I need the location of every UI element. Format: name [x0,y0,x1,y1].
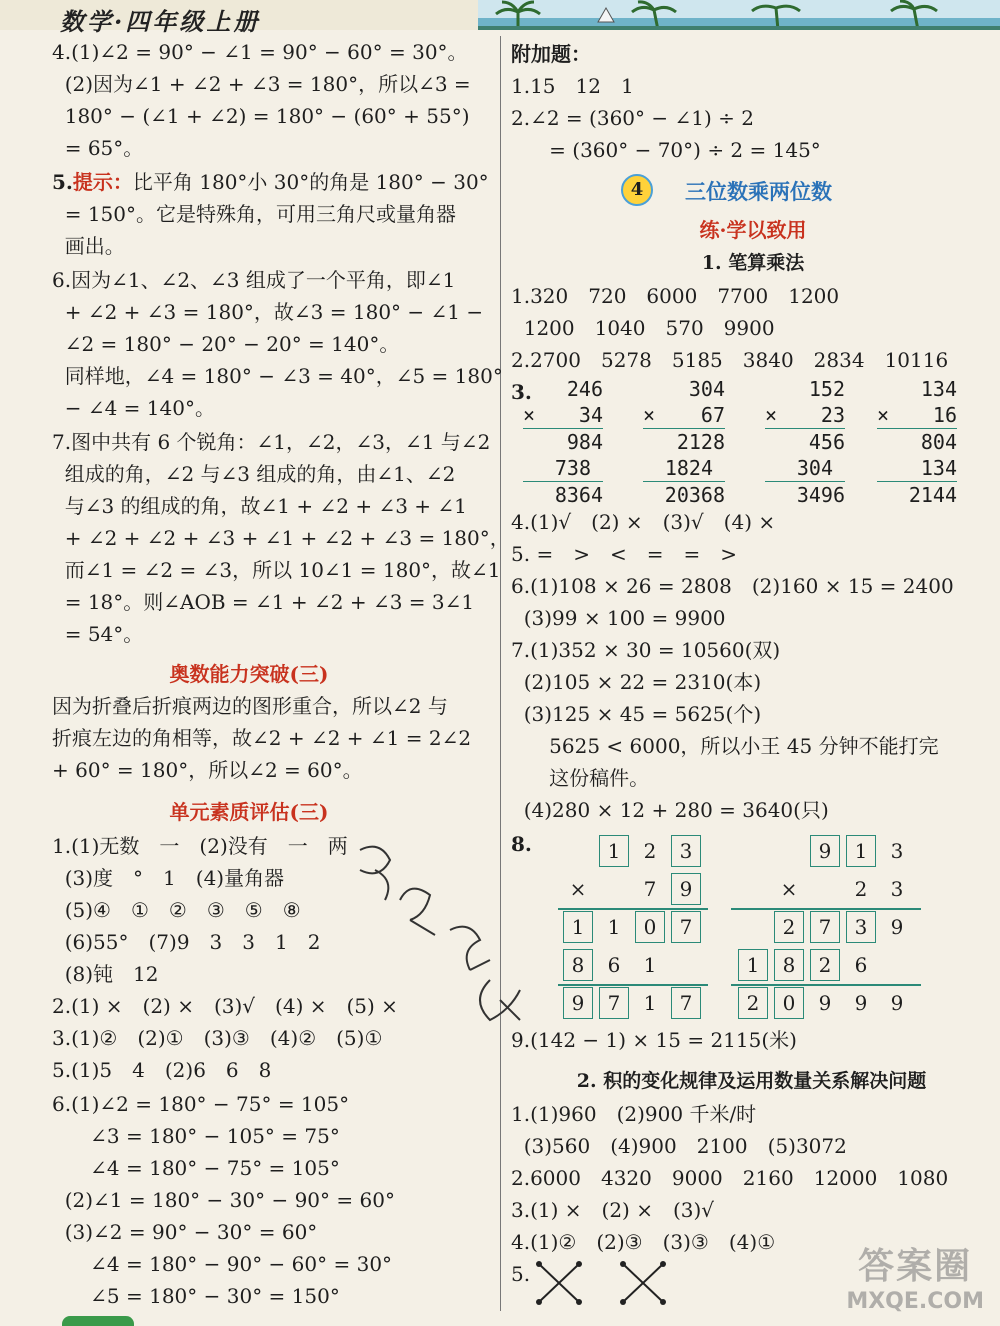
puzzle-digit: 3 [890,839,904,863]
watermark-url: MXQE.COM [846,1289,984,1314]
multiplier: 34 [578,403,603,427]
eval-1-6: (6)55° (7)9 3 3 1 2 [52,930,321,954]
puzzle-digit: 1 [643,953,657,977]
question-number: 5. [52,170,73,194]
puzzle-digit: 6 [854,953,868,977]
partial-product-1: 804 [920,430,957,454]
product: 20368 [664,483,725,507]
subsection-product-rules: 2. 积的变化规律及运用数量关系解决问题 [576,1070,927,1092]
matching-lines-diagram [533,1258,673,1308]
section-olympiad-title: 奥数能力突破(三) [169,662,329,686]
times-sign: × [765,403,778,427]
answer-7-cont5: = 18°。则∠AOB = ∠1 + ∠2 + ∠3 = 3∠1 [52,590,475,614]
p2-7-4: (4)280 × 12 + 280 = 3640(只) [511,798,829,822]
puzzle-digit: 8 [775,950,803,980]
multiplier: 67 [700,403,725,427]
answer-7: 7.图中共有 6 个锐角：∠1，∠2，∠3，∠1 与∠2 [52,430,491,454]
puzzle-digit: 9 [564,988,592,1018]
puzzle-digit: 9 [890,991,904,1015]
puzzle-digit: 2 [739,988,767,1018]
q8-label: 8. [511,832,532,856]
answer-5-text: 比平角 180°小 30°的角是 180° − 30° [132,170,489,194]
digit-puzzle-1 [558,836,738,1036]
answer-7-cont: 组成的角，∠2 与∠3 组成的角，由∠1、∠2 [52,462,456,486]
puzzle-digit: 3 [847,912,875,942]
section-unit-eval-title: 单元素质评估(三) [169,800,329,824]
eval-1-8: (8)钝 12 [52,962,159,986]
watermark [846,1238,984,1314]
partial-product-1: 456 [808,430,845,454]
puzzle-digit: 1 [643,991,657,1015]
header-title-band [0,0,490,36]
subsection-written-multiplication: 1. 笔算乘法 [701,252,805,274]
handwritten-scribble [340,830,540,1040]
puzzle-digit: 1 [600,836,628,866]
eval-6-1: 6.(1)∠2 = 180° − 75° = 105° [52,1092,350,1116]
puzzle-digit: 7 [672,912,700,942]
digit-puzzle-2 [731,836,931,1036]
p3-1-3: (3)560 (4)900 2100 (5)3072 [511,1134,847,1158]
answer-4-2-result: = 65°。 [52,136,144,160]
eval-6-3c: ∠5 = 180° − 30° = 150° [52,1284,340,1308]
p1-2: 2.2700 5278 5185 3840 2834 10116 [511,348,949,372]
eval-6-1c: ∠4 = 180° − 75° = 105° [52,1156,340,1180]
puzzle-digit: 8 [564,950,592,980]
p2-7-3-note: 5625 < 6000，所以小王 45 分钟不能打完 [511,734,939,758]
multiplier: 23 [820,403,845,427]
eval-1: 1.(1)无数 一 (2)没有 一 两 [52,834,348,858]
p2-4: 4.(1)√ (2) × (3)√ (4) × [511,510,776,534]
extra-questions-title: 附加题： [511,42,591,66]
vertical-multiplication-1 [523,376,603,508]
partial-product-1: 2128 [676,430,725,454]
puzzle-digit: 9 [818,991,832,1015]
p2-7-1: 7.(1)352 × 30 = 10560(双) [511,638,781,662]
p3-3: 3.(1) × (2) × (3)√ [511,1198,715,1222]
p2-6-3: (3)99 × 100 = 9900 [511,606,726,630]
times-sign: × [877,403,890,427]
practice-title: 练·学以致用 [699,218,807,242]
answer-7-cont4: 而∠1 = ∠2 = ∠3，所以 10∠1 = 180°，故∠1 [52,558,501,582]
q3-label: 3. [511,380,532,404]
olympiad-line-2: 折痕左边的角相等，故∠2 + ∠2 + ∠1 = 2∠2 [52,726,472,750]
p1-1-cont: 1200 1040 570 9900 [511,316,775,340]
unit-number-badge: 4 [621,174,653,206]
puzzle-times-sign: × [780,877,798,901]
footer-tab [62,1316,134,1326]
product: 3496 [796,483,845,507]
puzzle-digit: 7 [672,988,700,1018]
answer-6-cont: + ∠2 + ∠3 = 180°，故∠3 = 180° − ∠1 − [52,300,484,324]
eval-6-1b: ∠3 = 180° − 105° = 75° [52,1124,340,1148]
puzzle-times-sign: × [569,877,587,901]
puzzle-digit: 1 [847,836,875,866]
puzzle-digit: 9 [890,915,904,939]
vertical-multiplication-3 [765,376,845,508]
extra-2: 2.∠2 = (360° − ∠1) ÷ 2 [511,106,754,130]
multiplicand: 152 [808,377,845,401]
puzzle-digit: 3 [890,877,904,901]
p2-5: 5. = > < = = > [511,542,737,566]
olympiad-line-3: + 60° = 180°，所以∠2 = 60°。 [52,758,363,782]
eval-3: 3.(1)② (2)① (3)③ (4)② (5)① [52,1026,383,1050]
column-divider [500,36,501,1311]
puzzle-digit: 2 [643,839,657,863]
unit-title: 三位数乘两位数 [685,179,832,204]
eval-1-5: (5)④ ① ② ③ ⑤ ⑧ [52,898,301,922]
times-sign: × [523,403,536,427]
answer-6: 6.因为∠1、∠2、∠3 组成了一个平角，即∠1 [52,268,456,292]
eval-5: 5.(1)5 4 (2)6 6 8 [52,1058,272,1082]
partial-product-2: 134 [877,455,957,482]
p2-6: 6.(1)108 × 26 = 2808 (2)160 × 15 = 2400 [511,574,954,598]
eval-2: 2.(1) × (2) × (3)√ (4) × (5) × [52,994,398,1018]
puzzle-digit: 0 [775,988,803,1018]
puzzle-digit: 2 [854,877,868,901]
answer-7-cont3: + ∠2 + ∠2 + ∠3 + ∠1 + ∠2 + ∠3 = 180°， [52,526,510,550]
eval-6-3b: ∠4 = 180° − 90° − 60° = 30° [52,1252,393,1276]
answer-6-end: − ∠4 = 140°。 [52,396,215,420]
hint-label: 提示： [72,170,133,194]
multiplicand: 134 [920,377,957,401]
puzzle-digit: 0 [636,912,664,942]
eval-6-2: (2)∠1 = 180° − 30° − 90° = 60° [52,1188,395,1212]
watermark-text: 答案圈 [858,1246,973,1287]
p3-1: 1.(1)960 (2)900 千米/时 [511,1102,757,1126]
answer-5-end: 画出。 [52,234,125,258]
multiplier-row [765,402,845,429]
answer-6-cont3: 同样地，∠4 = 180° − ∠3 = 40°，∠5 = 180° [52,364,503,388]
p2-7-3: (3)125 × 45 = 5625(个) [511,702,762,726]
answer-7-cont2: 与∠3 的组成的角，故∠1 + ∠2 + ∠3 + ∠1 [52,494,467,518]
partial-product-2: 304 [765,455,845,482]
answer-6-cont2: ∠2 = 180° − 20° − 20° = 140°。 [52,332,400,356]
puzzle-digit: 6 [607,953,621,977]
puzzle-digit: 2 [775,912,803,942]
answer-4-1: 4.(1)∠2 = 90° − ∠1 = 90° − 60° = 30°。 [52,40,468,64]
p1-1: 1.320 720 6000 7700 1200 [511,284,840,308]
puzzle-rule [731,984,921,986]
puzzle-digit: 9 [811,836,839,866]
header-beach-illustration [478,0,1000,30]
product: 2144 [908,483,957,507]
puzzle-digit: 1 [607,915,621,939]
extra-1: 1.15 12 1 [511,74,634,98]
eval-6-3: (3)∠2 = 90° − 30° = 60° [52,1220,318,1244]
multiplicand: 246 [566,377,603,401]
puzzle-digit: 1 [564,912,592,942]
vertical-multiplication-2 [643,376,725,508]
p3-2: 2.6000 4320 9000 2160 12000 1080 [511,1166,949,1190]
puzzle-digit: 9 [854,991,868,1015]
puzzle-rule [558,908,708,910]
puzzle-digit: 7 [811,912,839,942]
puzzle-digit: 7 [600,988,628,1018]
p2-7-3-note-end: 这份稿件。 [511,766,650,790]
answer-5-cont: = 150°。它是特殊角，可用三角尺或量角器 [52,202,457,226]
puzzle-digit: 3 [672,836,700,866]
puzzle-digit: 9 [672,874,700,904]
answer-5 [52,168,489,196]
answer-7-end: = 54°。 [52,622,144,646]
partial-product-1: 984 [566,430,603,454]
multiplier-row [877,402,957,429]
puzzle-rule [731,908,921,910]
puzzle-digit: 2 [811,950,839,980]
p2-7-2: (2)105 × 22 = 2310(本) [511,670,762,694]
multiplicand: 304 [688,377,725,401]
extra-2-cont: = (360° − 70°) ÷ 2 = 145° [511,138,821,162]
page-title: 数学·四年级上册 [60,7,261,36]
puzzle-digit: 7 [643,877,657,901]
partial-product-2: 738 [523,455,603,482]
partial-product-2: 1824 [643,455,725,482]
multiplier-row [643,402,725,429]
multiplier: 16 [932,403,957,427]
page-header [0,0,1000,34]
q9: 9.(142 − 1) × 15 = 2115(米) [511,1028,797,1052]
product: 8364 [554,483,603,507]
multiplier-row [523,402,603,429]
answer-4-2: (2)因为∠1 + ∠2 + ∠3 = 180°，所以∠3 = [52,72,471,96]
times-sign: × [643,403,656,427]
p3-5: 5. [511,1262,531,1286]
puzzle-digit: 1 [739,950,767,980]
answer-4-2-cont: 180° − (∠1 + ∠2) = 180° − (60° + 55°) [52,104,470,128]
olympiad-line-1: 因为折叠后折痕两边的图形重合，所以∠2 与 [52,694,448,718]
eval-1-3: (3)度 ° 1 (4)量角器 [52,866,285,890]
puzzle-rule [558,984,708,986]
vertical-multiplication-4 [877,376,957,508]
p3-4: 4.(1)② (2)③ (3)③ (4)① [511,1230,776,1254]
